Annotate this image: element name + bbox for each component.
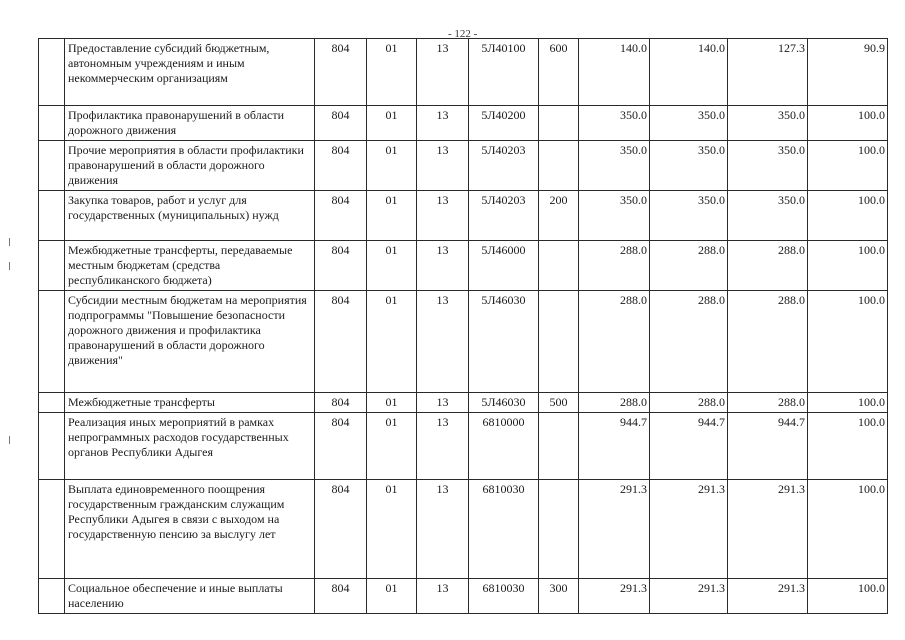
row-name: Выплата единовременного поощрения государственным гражданским служащим Республики Адыгея в связи с выходом на государственную пенсию за выслугу лет — [65, 480, 315, 579]
row-name: Социальное обеспечение и иные выплаты населению — [65, 579, 315, 614]
percent: 100.0 — [808, 191, 888, 241]
amount-3: 291.3 — [728, 579, 808, 614]
subsection-code: 13 — [417, 413, 469, 480]
row-marker-cell — [39, 141, 65, 191]
row-marker-cell — [39, 480, 65, 579]
amount-1: 291.3 — [579, 480, 650, 579]
expense-type-code: 200 — [539, 191, 579, 241]
table-row — [39, 39, 888, 106]
ministry-code: 804 — [315, 579, 367, 614]
section-code: 01 — [367, 39, 417, 106]
row-marker-cell — [39, 241, 65, 291]
percent: 90.9 — [808, 39, 888, 106]
section-code: 01 — [367, 141, 417, 191]
ministry-code: 804 — [315, 106, 367, 141]
section-code: 01 — [367, 579, 417, 614]
amount-2: 350.0 — [650, 106, 728, 141]
amount-2: 288.0 — [650, 291, 728, 393]
expense-type-code — [539, 141, 579, 191]
row-name: Субсидии местным бюджетам на мероприятия подпрограммы "Повышение безопасности дорожного движения и профилактика правонарушений в области дорожного движения" — [65, 291, 315, 393]
section-code: 01 — [367, 413, 417, 480]
subsection-code: 13 — [417, 191, 469, 241]
row-marker-cell — [39, 579, 65, 614]
section-code: 01 — [367, 393, 417, 413]
amount-3: 288.0 — [728, 393, 808, 413]
row-marker-cell — [39, 413, 65, 480]
expense-type-code — [539, 413, 579, 480]
percent: 100.0 — [808, 291, 888, 393]
amount-1: 350.0 — [579, 191, 650, 241]
ministry-code: 804 — [315, 141, 367, 191]
row-marker-cell — [39, 191, 65, 241]
target-code: 6810030 — [469, 579, 539, 614]
amount-3: 288.0 — [728, 291, 808, 393]
subsection-code: 13 — [417, 480, 469, 579]
row-name: Предоставление субсидий бюджетным, автономным учреждениям и иным некоммерческим организациям — [65, 39, 315, 106]
subsection-code: 13 — [417, 141, 469, 191]
row-marker-cell — [39, 291, 65, 393]
section-code: 01 — [367, 241, 417, 291]
amount-1: 944.7 — [579, 413, 650, 480]
table-row — [39, 191, 888, 241]
amount-2: 944.7 — [650, 413, 728, 480]
target-code: 5Л40203 — [469, 141, 539, 191]
margin-mark — [9, 436, 10, 444]
percent: 100.0 — [808, 393, 888, 413]
table-row — [39, 141, 888, 191]
percent: 100.0 — [808, 141, 888, 191]
margin-mark — [9, 238, 10, 246]
percent: 100.0 — [808, 106, 888, 141]
ministry-code: 804 — [315, 393, 367, 413]
percent: 100.0 — [808, 413, 888, 480]
amount-3: 350.0 — [728, 141, 808, 191]
amount-2: 288.0 — [650, 393, 728, 413]
amount-3: 350.0 — [728, 106, 808, 141]
amount-3: 350.0 — [728, 191, 808, 241]
expense-type-code: 600 — [539, 39, 579, 106]
row-name: Прочие мероприятия в области профилактики правонарушений в области дорожного движения — [65, 141, 315, 191]
amount-1: 140.0 — [579, 39, 650, 106]
margin-mark — [9, 262, 10, 270]
expense-type-code — [539, 106, 579, 141]
expense-type-code — [539, 291, 579, 393]
ministry-code: 804 — [315, 480, 367, 579]
target-code: 5Л40203 — [469, 191, 539, 241]
section-code: 01 — [367, 291, 417, 393]
target-code: 6810030 — [469, 480, 539, 579]
row-marker-cell — [39, 393, 65, 413]
percent: 100.0 — [808, 480, 888, 579]
page-number: - 122 - — [448, 28, 478, 40]
table-row — [39, 393, 888, 413]
expense-type-code: 500 — [539, 393, 579, 413]
amount-3: 288.0 — [728, 241, 808, 291]
target-code: 5Л46030 — [469, 291, 539, 393]
target-code: 5Л40200 — [469, 106, 539, 141]
amount-1: 288.0 — [579, 291, 650, 393]
amount-2: 140.0 — [650, 39, 728, 106]
ministry-code: 804 — [315, 39, 367, 106]
table-row — [39, 480, 888, 579]
section-code: 01 — [367, 191, 417, 241]
ministry-code: 804 — [315, 191, 367, 241]
ministry-code: 804 — [315, 413, 367, 480]
amount-2: 291.3 — [650, 480, 728, 579]
table-row — [39, 241, 888, 291]
section-code: 01 — [367, 480, 417, 579]
amount-2: 350.0 — [650, 191, 728, 241]
amount-2: 350.0 — [650, 141, 728, 191]
row-name: Реализация иных мероприятий в рамках непрограммных расходов государственных органов Республики Адыгея — [65, 413, 315, 480]
percent: 100.0 — [808, 579, 888, 614]
subsection-code: 13 — [417, 291, 469, 393]
row-name: Профилактика правонарушений в области дорожного движения — [65, 106, 315, 141]
percent: 100.0 — [808, 241, 888, 291]
expense-type-code: 300 — [539, 579, 579, 614]
budget-table — [38, 38, 888, 614]
expense-type-code — [539, 480, 579, 579]
row-marker-cell — [39, 106, 65, 141]
row-marker-cell — [39, 39, 65, 106]
subsection-code: 13 — [417, 241, 469, 291]
amount-3: 291.3 — [728, 480, 808, 579]
amount-1: 291.3 — [579, 579, 650, 614]
table-row — [39, 413, 888, 480]
row-name: Межбюджетные трансферты — [65, 393, 315, 413]
target-code: 5Л46030 — [469, 393, 539, 413]
amount-2: 291.3 — [650, 579, 728, 614]
ministry-code: 804 — [315, 291, 367, 393]
table-row — [39, 291, 888, 393]
amount-3: 944.7 — [728, 413, 808, 480]
target-code: 6810000 — [469, 413, 539, 480]
amount-1: 288.0 — [579, 241, 650, 291]
section-code: 01 — [367, 106, 417, 141]
amount-1: 350.0 — [579, 141, 650, 191]
amount-1: 288.0 — [579, 393, 650, 413]
row-name: Закупка товаров, работ и услуг для государственных (муниципальных) нужд — [65, 191, 315, 241]
subsection-code: 13 — [417, 393, 469, 413]
subsection-code: 13 — [417, 579, 469, 614]
amount-1: 350.0 — [579, 106, 650, 141]
table-row — [39, 579, 888, 614]
table-row — [39, 106, 888, 141]
amount-3: 127.3 — [728, 39, 808, 106]
target-code: 5Л40100 — [469, 39, 539, 106]
row-name: Межбюджетные трансферты, передаваемые местным бюджетам (средства республиканского бюджета) — [65, 241, 315, 291]
amount-2: 288.0 — [650, 241, 728, 291]
subsection-code: 13 — [417, 106, 469, 141]
expense-type-code — [539, 241, 579, 291]
subsection-code: 13 — [417, 39, 469, 106]
target-code: 5Л46000 — [469, 241, 539, 291]
ministry-code: 804 — [315, 241, 367, 291]
